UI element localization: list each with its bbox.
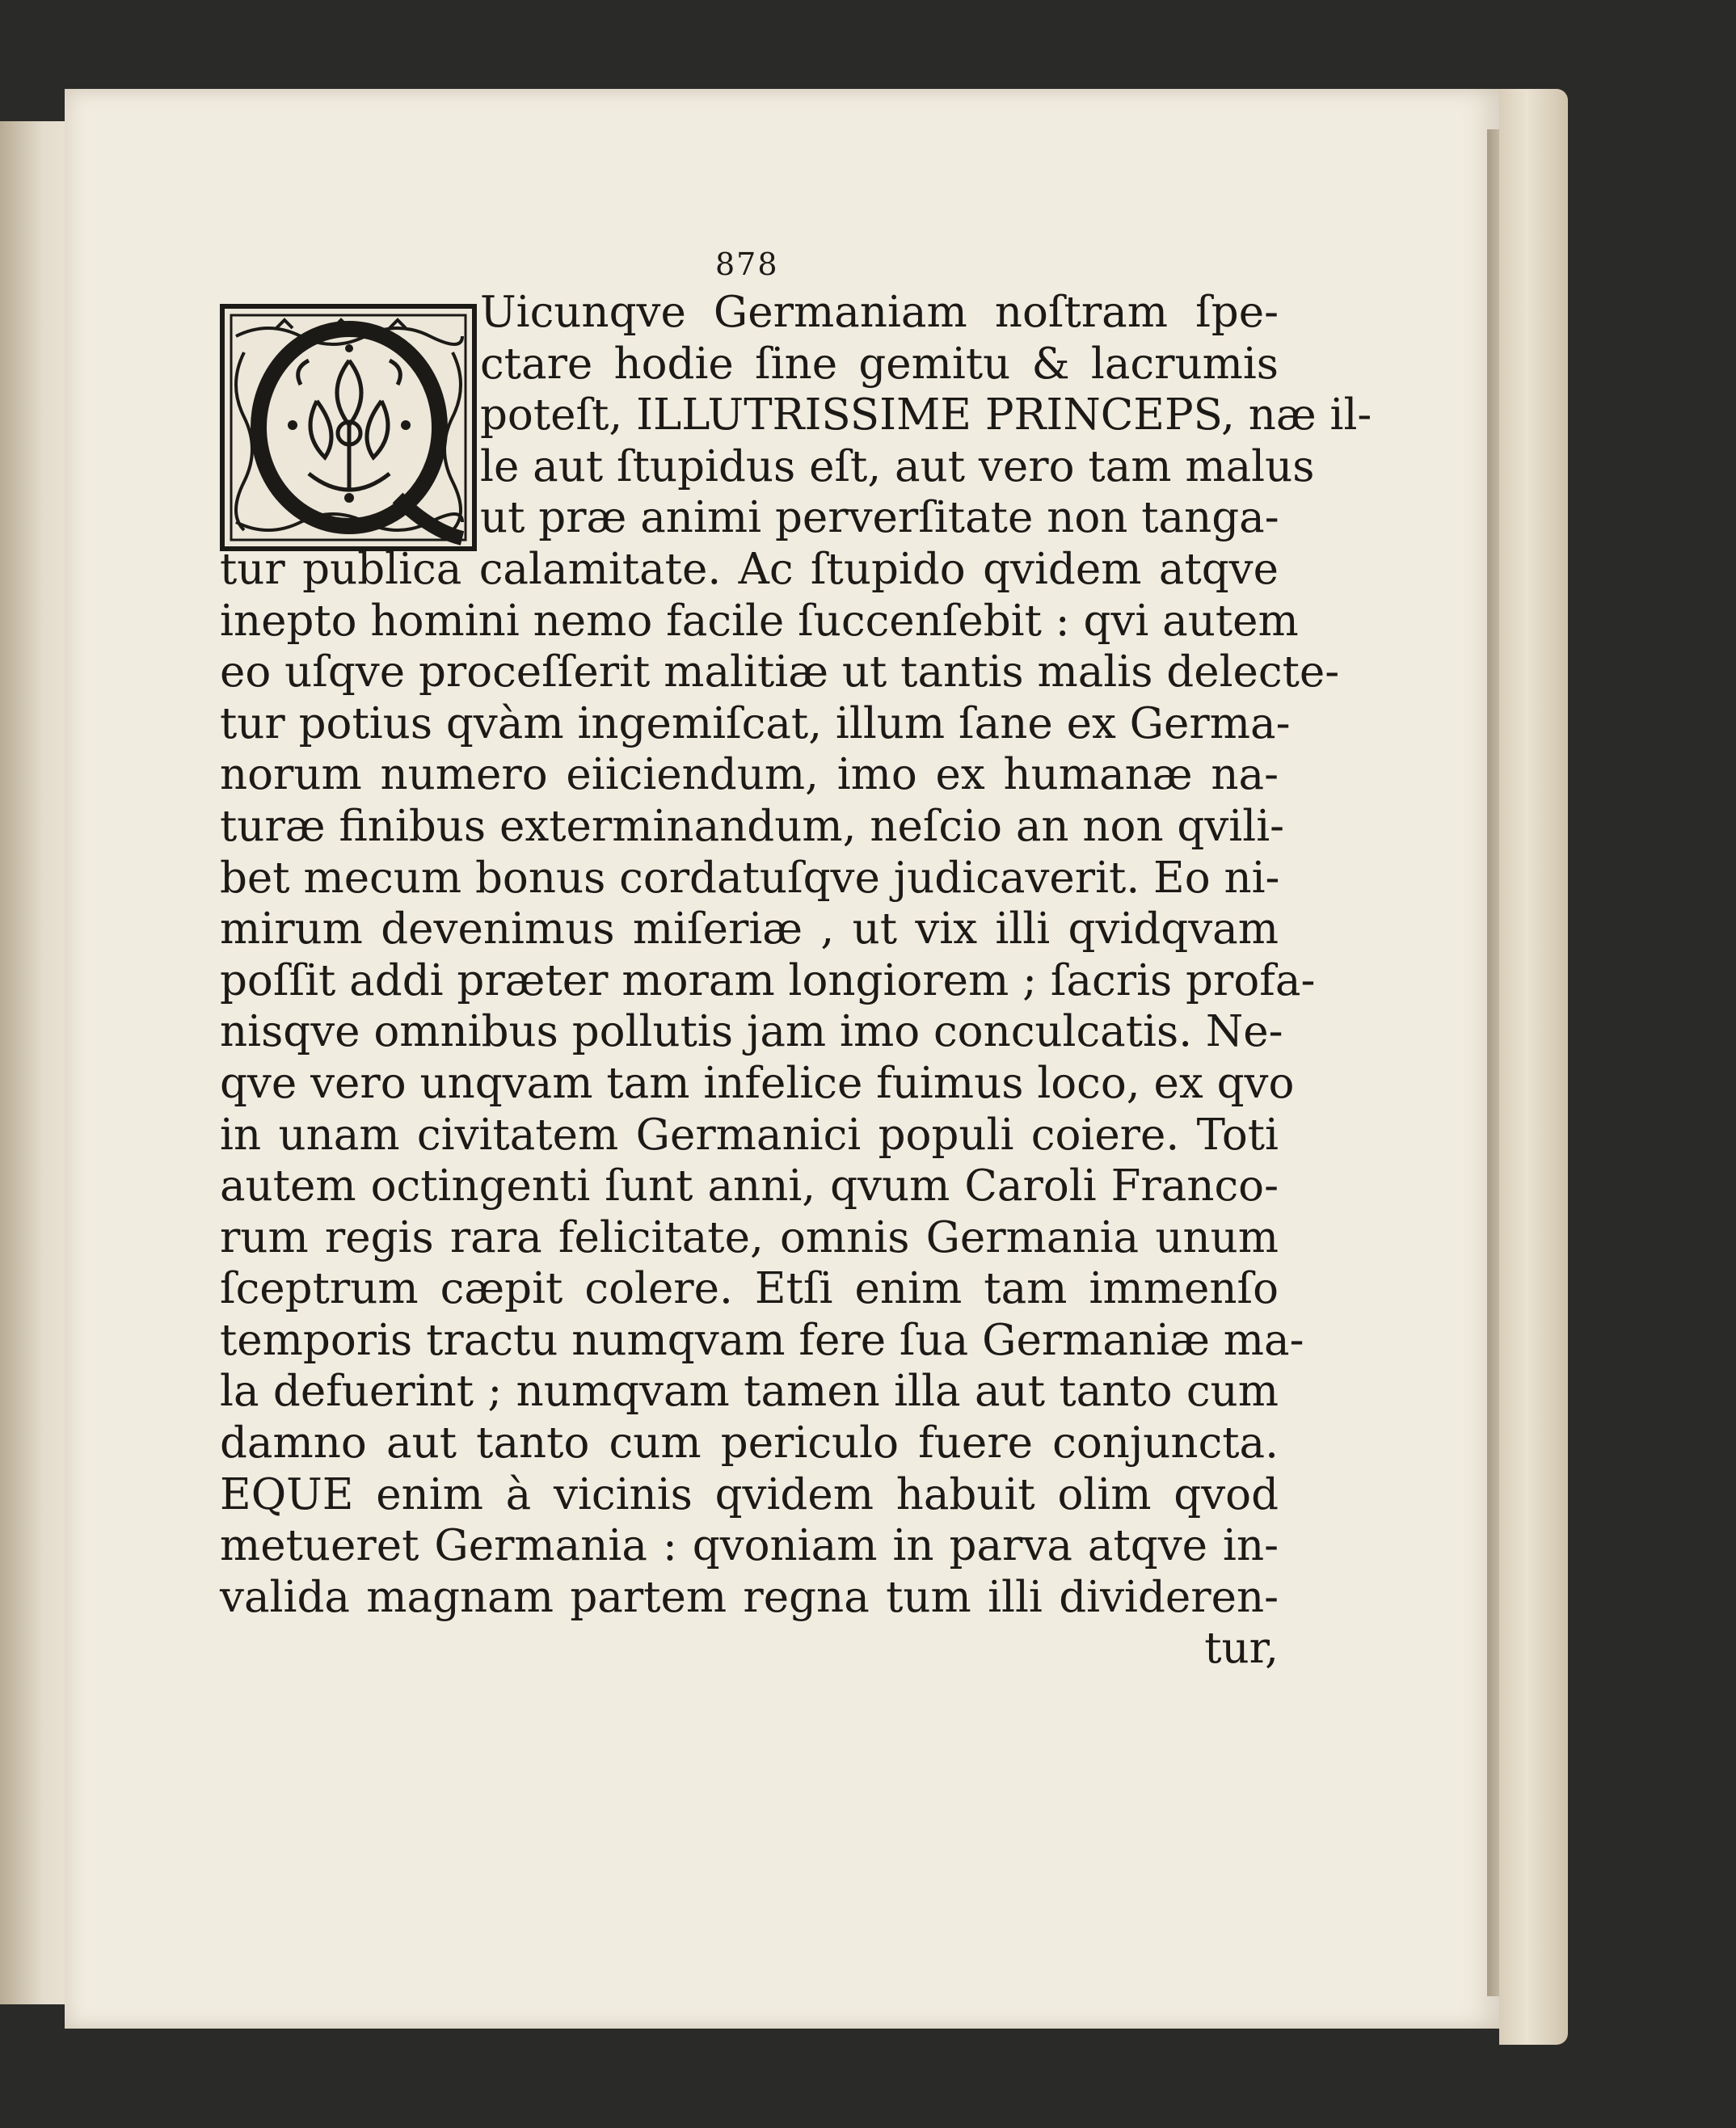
text-line: ctare hodie ſine gemitu & lacrumis — [480, 339, 1279, 389]
text-line: qve vero unqvam tam infelice fuimus loco, ex qvo — [220, 1058, 1295, 1108]
text-line: temporis tractu numqvam fere ſua Germaniæ ma- — [220, 1315, 1304, 1365]
right-page-edge — [1499, 89, 1568, 2045]
text-line: le aut ſtupidus eſt, aut vero tam malus — [480, 441, 1315, 491]
text-line: damno aut tanto cum periculo fuere conjuncta. — [220, 1418, 1279, 1469]
text-line: valida magnam partem regna tum illi divideren- — [220, 1572, 1279, 1622]
page-number: 878 — [715, 247, 779, 282]
text-line: ut præ animi perverſitate non tanga- — [480, 493, 1279, 543]
text-line: Uicunqve Germaniam noſtram ſpe- — [480, 288, 1279, 337]
text-line: autem octingenti ſunt anni, qvum Caroli Franco- — [220, 1161, 1279, 1211]
text-line: tur potius qvàm ingemiſcat, illum ſane ex Germa- — [220, 698, 1291, 748]
text-line: nisqve omnibus pollutis jam imo conculcatis. Ne- — [220, 1007, 1283, 1057]
text-line: eo uſqve proceſſerit malitiæ ut tantis malis delecte- — [220, 647, 1340, 697]
text-line: in unam civitatem Germanici populi coiere. Toti — [220, 1110, 1279, 1160]
catchword: tur, — [1204, 1624, 1279, 1674]
text-line: poteſt, ILLUTRISSIME PRINCEPS, næ il- — [480, 390, 1372, 440]
body-text — [220, 287, 1372, 1675]
text-line: EQUE enim à vicinis qvidem habuit olim qvod — [220, 1469, 1279, 1519]
text-line: ſceptrum cæpit colere. Etſi enim tam immenſo — [220, 1264, 1279, 1314]
text-line: tur publica calamitate. Ac ſtupido qvidem atqve — [220, 544, 1279, 594]
text-line: la defuerint ; numqvam tamen illa aut tanto cum — [220, 1367, 1279, 1417]
text-line: inepto homini nemo facile ſuccenſebit : qvi autem — [220, 596, 1299, 646]
text-line: rum regis rara felicitate, omnis Germania unum — [220, 1212, 1279, 1262]
text-line: poſſit addi præter moram longiorem ; ſacris profa- — [220, 955, 1316, 1005]
text-line: mirum devenimus miſeriæ , ut vix illi qvidqvam — [220, 904, 1279, 954]
text-line: turæ finibus exterminandum, neſcio an non qvili- — [220, 801, 1285, 851]
text-line: bet mecum bonus cordatuſqve judicaverit. Eo ni- — [220, 853, 1280, 903]
text-line: metueret Germania : qvoniam in parva atqve in- — [220, 1521, 1279, 1571]
text-line: norum numero eiiciendum, imo ex humanæ na- — [220, 750, 1279, 800]
